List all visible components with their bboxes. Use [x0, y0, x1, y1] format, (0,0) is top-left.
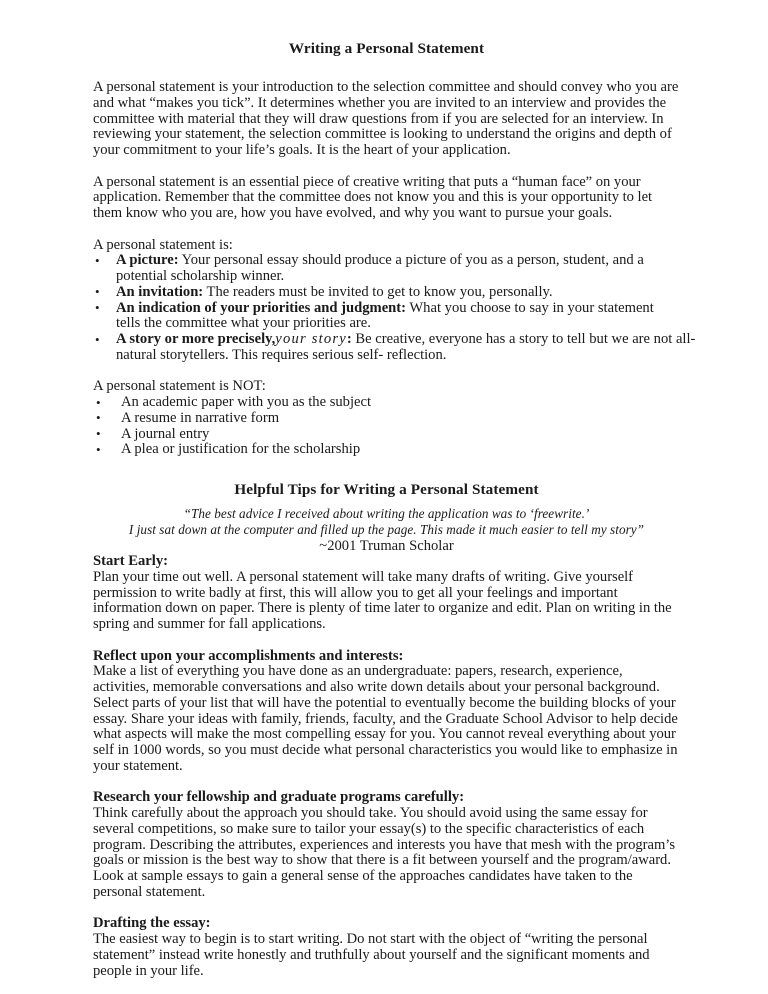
spacer: [93, 775, 680, 791]
list-item-label-tail: :: [346, 331, 352, 347]
quote-line-2: I just sat down at the computer and filled up the page. This made it much easier to tell my story”: [128, 522, 645, 537]
spacer: [93, 222, 680, 238]
list-item-label: An invitation:: [116, 283, 204, 300]
intro-paragraph-2: A personal statement is an essential piece of creative writing that puts a “human face” on your application. Remember that the committee does not know you and this is your opportunity to let them know who you are, how you have evolved, and why you want to pursue your goals.: [93, 173, 653, 221]
is-list-lead-in: A personal statement is:: [93, 236, 233, 253]
tip-heading-research: Research your fellowship and graduate programs carefully:: [93, 789, 465, 806]
list-item-label: An indication of your priorities and judgment:: [116, 299, 407, 316]
tip-heading-drafting: Drafting the essay:: [93, 915, 211, 932]
quote-line-1: “The best advice I received about writing the application was to ‘freewrite.’: [183, 506, 590, 521]
list-item-label: A story or more precisely,: [116, 331, 276, 347]
list-item: • A journal entry: [93, 427, 680, 443]
spacer: [93, 901, 680, 917]
list-item-label: A picture:: [116, 252, 179, 269]
spacer: [93, 633, 680, 649]
is-not-list: [93, 395, 680, 458]
list-item: [93, 332, 710, 364]
tip-body-drafting: The easiest way to begin is to start writing. Do not start with the object of “writing the personal statement” instead write honestly and truthfully about yourself and the significant moments and people in your life.: [93, 931, 650, 979]
is-list: [93, 252, 696, 363]
list-item: [93, 301, 680, 333]
list-item: • An academic paper with you as the subject: [93, 395, 680, 411]
list-item: [93, 285, 680, 301]
tip-heading-start-early: Start Early:: [93, 553, 168, 569]
spacer: [93, 498, 680, 506]
tip-heading-reflect: Reflect upon your accomplishments and interests:: [93, 647, 404, 664]
list-item-text: What you choose to say in your statement tells the committee what your priorities are.: [116, 299, 654, 332]
intro-paragraph-1: A personal statement is your introduction to the selection committee and should convey who you are and what “makes you tick”. It determines whether you are invited to an interview and provides the committee with material that they will draw questions from if you are selected for an interview. In reviewing your statement, the selection committee is looking to understand the origins and depth of your commitment to your life’s goals. It is the heart of your application.: [93, 79, 679, 158]
is-not-list-lead-in: A personal statement is NOT:: [93, 378, 266, 395]
section-title-helpful-tips: Helpful Tips for Writing a Personal Statement: [234, 481, 539, 498]
tip-body-research: Think carefully about the approach you should take. You should avoid using the same essay for several competitions, so make sure to tailor your essay(s) to the specific characteristics of each program. Describing the attributes, experiences and interests you have that mesh with the program’s goals or mission is the best way to show that there is a fit between yourself and the program/award. Look at sample essays to gain a general sense of the approaches candidates have taken to the personal statement.: [93, 805, 676, 900]
pull-quote: [93, 506, 680, 538]
list-item-text: Be creative, everyone has a story to tell but we are not all-natural storytellers. This requires serious self- reflection.: [116, 331, 696, 363]
spacer: [93, 159, 680, 175]
list-item-emphasis: your story: [275, 331, 347, 347]
list-item-text: The readers must be invited to get to know you, personally.: [203, 283, 553, 300]
quote-attribution: ~2001 Truman Scholar: [319, 538, 454, 554]
spacer: [93, 364, 680, 380]
list-item-text: Your personal essay should produce a picture of you as a person, student, and a potential scholarship winner.: [116, 252, 644, 284]
list-item: • A plea or justification for the scholarship: [93, 442, 680, 458]
page-title: Writing a Personal Statement: [288, 40, 485, 57]
spacer: [93, 57, 680, 80]
list-item: [93, 253, 680, 285]
list-item: • A resume in narrative form: [93, 411, 680, 427]
spacer: [93, 458, 680, 481]
tip-body-start-early: Plan your time out well. A personal statement will take many drafts of writing. Give yourself permission to write badly at first, this will allow you to get all your feelings and important information down on paper. There is plenty of time later to organize and edit. Plan on writing in the spring and summer for fall applications.: [93, 568, 672, 632]
tip-body-reflect: Make a list of everything you have done as an undergraduate: papers, research, experience, activities, memorable conversations and also write down details about your personal background. Select parts of your list that will have the potential to eventually become the building blocks of your essay. Share your ideas with family, friends, faculty, and the Graduate School Advisor to help decide what aspects will make the most compelling essay for you. You cannot reveal everything about your self in 1000 words, so you must decide what personal characteristics you would like to emphasize in your statement.: [93, 663, 678, 774]
